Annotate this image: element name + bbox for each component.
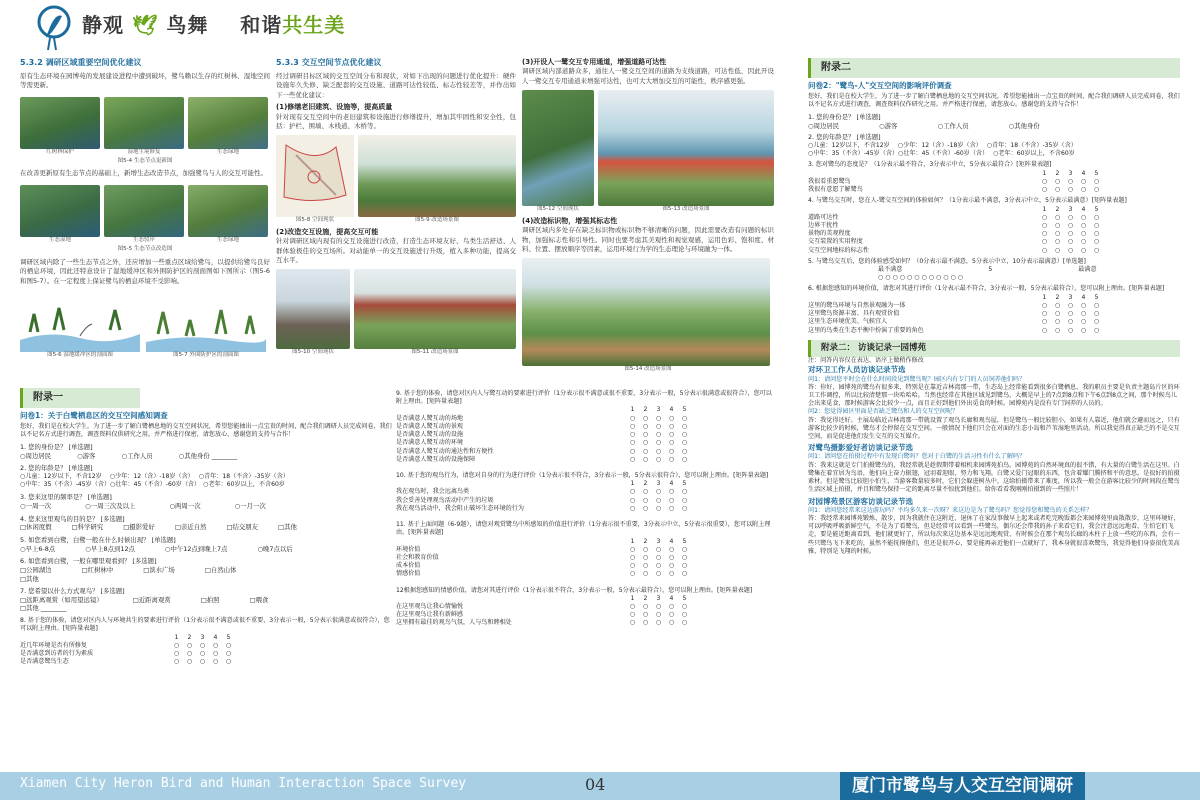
paragraph: 调研区域内部道路众多，通往人一鹭交互空间的道路为支线道路，可达性低，因此开设人一鹭交互专用通道来增强可达性，也可大大增加交互的可能性，秩序感更强。 xyxy=(522,67,774,85)
intro: 您好，我们是在校大学生，为了进一步了解白鹭栖息地的交互空间状况，希望您能抽出一点宝贵的时间，配合我们调研人员完成问卷，我们以不记名方式进行调查，调查资料仅作研究之用。并严格进行保密，请您放心。感谢您的支持与合作！ xyxy=(808,92,1180,108)
matrix-row: 社会和教育价值 ○ ○ ○ ○ ○ xyxy=(396,553,688,561)
scale-label: 5 xyxy=(682,537,687,545)
scale-header xyxy=(808,206,1180,214)
scale-label: 3 xyxy=(1068,293,1073,301)
scale-label: 4 xyxy=(1081,169,1086,177)
scale-label: 1 xyxy=(1042,169,1047,177)
matrix-row-label: 在这里观鸟让我心情愉悦 xyxy=(396,603,464,611)
matrix-row: 是否满意人鹭互动的环境 ○ ○ ○ ○ ○ xyxy=(396,439,688,447)
intro: 您好，我们是在校大学生，为了进一步了解白鹭栖息地的交互空间状况，希望您能抽出一点宝贵的时间，配合我们调研人员完成问卷，我们以不记名方式进行调查，调查资料仅供研究之用，并严格进行保密，请您放心，感谢您的支持与合作！ xyxy=(20,422,392,438)
scale-label: 5 xyxy=(226,633,231,641)
option[interactable]: ○中年：35（不含）-45岁（含）○壮年：45（不含）-60岁（含） ○老年：60岁以上，不含60岁 xyxy=(808,150,1075,158)
scale-header xyxy=(396,595,776,603)
aerial-photo-image xyxy=(522,90,594,206)
section-5-3-2 xyxy=(20,58,270,359)
paragraph: 针对调研区域内现有的交互设施进行改造，打造生态环境友好、鸟类生活舒适、人群体验极佳的交互场所。对动能单一的交互设施进行升级，植入多种功能，提高交互水平。 xyxy=(276,237,516,265)
matrix-row: 是否满意人鹭互动的场地 ○ ○ ○ ○ ○ xyxy=(396,414,688,422)
option[interactable]: ○晚7点以后 xyxy=(257,544,293,553)
scale-header xyxy=(808,294,1180,302)
matrix-row: 是否满意到访者的行为素质 ○ ○ ○ ○ ○ xyxy=(20,649,232,657)
matrix-row-label: 是否满意人鹭互动的景观 xyxy=(396,422,464,430)
question: 10. 基于您的观鸟行为，请您对自身的行为进行评价（1分表示很不符合，3分表示一般，5分表示很符合），您可以附上理由。[矩阵量表题] xyxy=(396,471,769,479)
signage-render-image xyxy=(522,258,770,366)
header-title-a: 静观 xyxy=(82,13,124,37)
section-5-3-3 xyxy=(276,58,516,357)
matrix-row-label: 是否满意人鹭互动的设施保障 xyxy=(396,455,476,463)
matrix-row: 这里拥有最佳的观鸟气氛，人与鸟和睦相处 ○ ○ ○ ○ ○ xyxy=(396,619,688,627)
question: 8. 基于您的体验，请您对区内人与环境共生的要素进行评价（1分表示很不满意或很不重要，3分表示一般，5分表示很满意或很符合），您可以附上理由。[矩阵量表题] xyxy=(20,617,390,633)
option[interactable]: ○工作人员 xyxy=(937,121,969,130)
options xyxy=(20,523,392,532)
subheading: (2)改造交互设施，提高交互可能 xyxy=(276,227,379,236)
matrix-row: 成本价值 ○ ○ ○ ○ ○ xyxy=(396,562,688,570)
option[interactable]: ○周边居民 xyxy=(808,121,840,130)
scale-label: 4 xyxy=(1081,293,1086,301)
paragraph: 调研区域内多处存在缺乏标识物或标识物不够清晰的问题，因此需要改造有问题的标识物，加强标志性和引导性。同时也要考虑其美观性和视觉观感，运用色彩、饱和度、材料、位置、摆放顺序等因素，运用环境行为学的生态理论与环境融为一体。 xyxy=(522,226,774,253)
figure-caption: 图5-14 改造场景图 xyxy=(624,366,672,373)
figure-labels xyxy=(276,217,516,224)
matrix-row: 环境价值 ○ ○ ○ ○ ○ xyxy=(396,545,688,553)
option[interactable]: ○工作人员 xyxy=(121,451,153,460)
question: 11. 基于上面问题（6-9题），请您对观赏鹭鸟中所感知的价值进行评价（1分表示很不重要，3分表示中立，5分表示很重要），您可以附上理由。[矩阵量表题] xyxy=(396,521,771,537)
option[interactable]: ○其他身份 ________ xyxy=(178,451,238,460)
matrix-row: 情感价值 ○ ○ ○ ○ ○ xyxy=(396,570,688,578)
scale-header xyxy=(396,538,776,546)
matrix-row-label: 这里的鸟类在生态平衡中扮演了重要的角色 xyxy=(808,326,924,334)
option[interactable]: □其他 xyxy=(278,523,297,532)
scale-label: 1 xyxy=(1042,293,1047,301)
figure-caption: 图5-8 空间现状 xyxy=(295,217,335,224)
matrix-row: 这里的鸟类在生态平衡中扮演了重要的角色 ○ ○ ○ ○ ○ xyxy=(808,326,1100,334)
figure-caption: 图5-6 湿地缓冲区的剖面图 xyxy=(47,352,113,359)
scale-header xyxy=(808,170,1180,178)
question: 9. 基于您的体验，请您对区内人与鹭互动的要素进行评价（1分表示很不满意或很不重要，3分表示一般，5分表示很满意或很符合），您可以附上理由。[矩阵量表题] xyxy=(396,390,772,406)
matrix-row-label: 这里鹭鸟资源丰富、具有观赏价值 xyxy=(808,310,900,318)
caption: 生态绿地 xyxy=(216,148,239,155)
scale-label: 2 xyxy=(643,406,648,414)
option[interactable]: ○儿童：12岁以下，不含12岁 ○少年：12（含）-18岁（含） ○青年：18（不含）-35岁（含） xyxy=(20,472,289,480)
matrix-row-label: 社会和教育价值 xyxy=(396,553,439,561)
question: 12根据您感知的情感价值，请您对其进行评价（1分表示很不符合，3分表示一般，5分表示最符合），您可以附上理由。[矩阵量表题] xyxy=(396,586,753,594)
figure-row xyxy=(20,185,270,237)
matrix-row: 是否满意人鹭互动的设施保障 ○ ○ ○ ○ ○ xyxy=(396,455,688,463)
option[interactable]: ○早上8点到12点 xyxy=(85,544,135,553)
scale-label: 2 xyxy=(1055,169,1060,177)
scale-label: 1 xyxy=(630,406,635,414)
figure-caption: 图5-13 改造场景图 xyxy=(662,206,710,213)
figure-row xyxy=(522,90,774,206)
option[interactable]: ○游客 xyxy=(879,121,898,130)
matrix-row-label: 我在观鸟活动中，我会阻止破坏生态环境的行为 xyxy=(396,504,524,512)
matrix-row-label: 是否满意人鹭互动的场地 xyxy=(396,414,464,422)
scale-header xyxy=(396,406,776,414)
scale-label: 2 xyxy=(1055,293,1060,301)
scale-label: 5 xyxy=(682,406,687,414)
caption: 生态驳岸 xyxy=(132,236,155,243)
matrix-row-label: 这里生态环境优美、气候宜人 xyxy=(808,318,888,326)
matrix-row-label: 边界干扰性 xyxy=(808,221,839,229)
option[interactable]: □滨水广场 xyxy=(143,565,175,574)
option[interactable]: ○早上6-8点 xyxy=(20,544,56,553)
option[interactable]: □其他 ________ xyxy=(20,604,67,613)
scale-label: 2 xyxy=(187,633,192,641)
option[interactable]: □自然山体 xyxy=(204,565,237,574)
interview-question: 问1：请问您经常来这边游玩吗？平均多久来一次呀？来这边是为了鹭鸟吗？您觉得您和鹭鸟的关系怎样？ xyxy=(808,506,1093,514)
figure-row xyxy=(276,269,516,349)
footer xyxy=(0,772,1200,800)
scale-label: 2 xyxy=(643,537,648,545)
option[interactable]: □公园湖边 xyxy=(20,565,52,574)
options xyxy=(808,122,1180,131)
question: 1. 您的身份是？ [单选题] xyxy=(808,113,881,122)
header-title-d: 共生美 xyxy=(282,13,346,37)
heron-logo-icon xyxy=(32,2,76,52)
appendix-2 xyxy=(808,58,1180,556)
subheading: (1)修缮老旧建筑、设施等，提高质量 xyxy=(276,103,393,112)
question: 2. 您的年龄是？ [单选题] xyxy=(20,464,93,473)
matrix-row: 这里的鹭鸟环境与自然景观融为一体 ○ ○ ○ ○ ○ xyxy=(808,301,1100,309)
matrix-row: 我很看重愿鹭鸟 ○ ○ ○ ○ ○ xyxy=(808,177,1100,185)
figure-caption: 图5-4 生态节点更新图 xyxy=(117,158,173,165)
matrix-row-label: 近几年环境是否有所修复 xyxy=(20,641,88,649)
rating-scale[interactable]: ○ ○ ○ ○ ○ ○ ○ ○ ○ ○ ○ ○ xyxy=(878,274,964,282)
matrix-row-label: 我在观鸟时，我会远离鸟类 xyxy=(396,488,470,496)
option[interactable]: □科学研究 xyxy=(71,523,104,532)
question: 3. 您对鹭鸟的态度是？（1分表示最不符合，3分表示中立，5分表示最符合）[矩阵量表题] xyxy=(808,161,1052,169)
figure-row xyxy=(276,135,516,217)
option[interactable]: ○两周一次 xyxy=(169,502,201,511)
option[interactable]: □红树林中 xyxy=(81,565,114,574)
option[interactable]: ○周边居民 xyxy=(20,451,52,460)
scale-label: 1 xyxy=(174,633,179,641)
options xyxy=(20,452,392,461)
scale-label: 2 xyxy=(643,480,648,488)
scale-label: 4 xyxy=(669,537,674,545)
interview-question: 问2：您觉得园区里面是否缺乏鹭鸟和人的交互空间呢？ xyxy=(808,408,959,416)
footer-english-title: Xiamen City Heron Bird and Human Interaction Space Survey xyxy=(20,776,467,791)
matrix-row: 边界干扰性 ○ ○ ○ ○ ○ xyxy=(808,221,1100,229)
scale-mid-label: 5 xyxy=(988,266,993,274)
matrix-row: 在这里观鸟让我有新鲜感 ○ ○ ○ ○ ○ xyxy=(396,611,688,619)
matrix-row: 在这里观鸟让我心情愉悦 ○ ○ ○ ○ ○ xyxy=(396,603,688,611)
appendix-bar: 附录二 xyxy=(808,58,1180,78)
matrix-row: 我会妥善处理观鸟活动中产生的垃圾 ○ ○ ○ ○ ○ xyxy=(396,496,688,504)
header xyxy=(20,0,580,52)
matrix-row-label: 景物的美观程度 xyxy=(808,230,851,238)
matrix-row-label: 环境价值 xyxy=(396,545,421,553)
questionnaire-title: 问卷2："鹭鸟-人"交互空间的影响评价调查 xyxy=(808,80,952,90)
figure-caption: 图5-5 生态节点改造图 xyxy=(117,246,173,253)
figure-labels xyxy=(276,349,516,356)
interview-question: 问1：请问您平时会在什么时间段见到鹭鸟呢？园区内有专门的人员饲养他们吗？ xyxy=(808,375,1026,383)
eco-node-image xyxy=(188,97,268,149)
option[interactable]: ○一月一次 xyxy=(234,502,266,511)
figure-labels xyxy=(20,352,270,359)
paragraph: 原有生态环境在园博苑的发展建设进程中遭到破坏，鹭鸟赖以生存的红树林、湿地空间等需更新。 xyxy=(20,71,270,90)
paragraph: 针对现有交互空间中的老旧建筑和设施进行修缮提升，增加其牢固性和安全性，包括：护栏、围墙、木栈道、木桥等。 xyxy=(276,112,516,130)
matrix-row: 是否满意人鹭互动的景观 ○ ○ ○ ○ ○ xyxy=(396,422,688,430)
page-number: 04 xyxy=(585,775,606,794)
scale-label: 5 xyxy=(682,594,687,602)
option[interactable]: □拍照 xyxy=(200,595,220,604)
section-5-3-3-cont xyxy=(522,58,774,374)
scale-label: 4 xyxy=(213,633,218,641)
scale-label: 1 xyxy=(630,537,635,545)
matrix-row-label: 道路可达性 xyxy=(808,213,839,221)
scale-label: 4 xyxy=(669,406,674,414)
figure-caption: 图5-7 外围防护区的剖面图 xyxy=(173,352,239,359)
render-scene-image xyxy=(354,269,516,349)
header-title-b: 鸟舞 xyxy=(166,13,209,37)
section-heading: 5.3.2 调研区域重要空间优化建议 xyxy=(20,58,142,67)
interview-answer: 答：我觉得还好。主展岛临近吉林湾那一带就设置了观鸟长廊和观鸟屋，但是鹭鸟一般比较胆小，如果有人靠近，他们就会避而远之，只有游客比较少的时候，鹭鸟才会停留在交互空间。一般情况下他们只会在对面的生态小岛和芦苇湿地里活动。所以我觉得真正缺乏的不是交互空间，而是促进他们发生交互的交互媒介。 xyxy=(808,416,1180,441)
figure-caption: 图5-10 空间现状 xyxy=(292,349,334,356)
question: 4. 您来这里观鸟的目的是？ [多选题] xyxy=(20,514,125,523)
matrix-row: 我在观鸟活动中，我会阻止破坏生态环境的行为 ○ ○ ○ ○ ○ xyxy=(396,504,688,512)
option[interactable]: □其他 xyxy=(20,574,39,583)
tower-photo-image xyxy=(276,269,350,349)
slider-labels xyxy=(808,266,1180,274)
matrix-row: 我在观鸟时，我会远离鸟类 ○ ○ ○ ○ ○ xyxy=(396,488,688,496)
matrix-row: 交互装置的实用程度 ○ ○ ○ ○ ○ xyxy=(808,238,1100,246)
matrix-row-label: 这里的鹭鸟环境与自然景观融为一体 xyxy=(808,301,906,309)
question: 6. 根据您感知的环境价值，请您对其进行评价（1分表示最不符合，3分表示一般，5分表示最符合），您可以附上理由。[矩阵量表题] xyxy=(808,285,1165,293)
matrix-row: 这里鹭鸟资源丰富、具有观赏价值 ○ ○ ○ ○ ○ xyxy=(808,310,1100,318)
interview-title: 对园博苑景区游客访谈记录节选 xyxy=(808,496,913,506)
question: 3. 您来这里的频率是？ [单选题] xyxy=(20,493,112,502)
figure-caption: 图5-9 改造场景图 xyxy=(415,217,459,224)
caption: 红树林保护 xyxy=(46,148,74,155)
figure-caption: 图5-11 改造场景图 xyxy=(411,349,459,356)
matrix-row-label: 是否满意人鹭互动的设施 xyxy=(396,431,464,439)
matrix-row-label: 是否满意鹭鸟生态 xyxy=(20,658,69,666)
scale-label: 3 xyxy=(1068,205,1073,213)
scale-label: 4 xyxy=(669,594,674,602)
eco-node-image xyxy=(20,185,100,237)
scale-header xyxy=(20,634,392,642)
question: 5. 如您看到白鹭，白鹭一般在什么时候出现？ [单选题] xyxy=(20,535,176,544)
boardwalk-render-image xyxy=(598,90,774,206)
scale-label: 3 xyxy=(200,633,205,641)
caption: 湿地生境修复 xyxy=(127,148,161,155)
scale-low-label: 最不满意 xyxy=(878,266,903,274)
eco-node-image xyxy=(20,97,100,149)
matrix-row-label: 我很看重愿鹭鸟 xyxy=(808,177,851,185)
option[interactable]: □近距离观赏 xyxy=(132,595,171,604)
option[interactable]: ○中年：35（不含）-45岁（含）○壮年：45（不含）-60岁（含） ○老年：60岁以上，不含60岁 xyxy=(20,481,285,489)
appendix-1 xyxy=(20,388,392,666)
header-title xyxy=(82,12,345,39)
option[interactable]: □休闲度假 xyxy=(20,523,52,532)
matrix-row-label: 交互装置的实用程度 xyxy=(808,238,863,246)
scale-label: 1 xyxy=(630,594,635,602)
matrix-row: 近几年环境是否有所修复 ○ ○ ○ ○ ○ xyxy=(20,641,232,649)
matrix-row-label: 这里拥有最佳的观鸟气氛，人与鸟和睦相处 xyxy=(396,619,512,627)
subheading: (3)开设人一鹭交互专用通道，增强道路可达性 xyxy=(522,58,667,66)
matrix-row-label: 我会妥善处理观鸟活动中产生的垃圾 xyxy=(396,496,494,504)
footer-chinese-title: 厦门市鹭鸟与人交互空间调研 xyxy=(840,772,1085,800)
scale-label: 5 xyxy=(1094,293,1099,301)
matrix-row: 是否满意人鹭互动的通达性和方便性 ○ ○ ○ ○ ○ xyxy=(396,447,688,455)
paragraph: 调研区域内除了一些生态节点之外，还应增加一些重点区域给鹭鸟，以提供给鹭鸟良好的栖息环境，因此还特意设计了湿地缓冲区和外围防护区的剖面图如下图所示（图5-6和图5-7）。在一定程度上保证鹭鸟的栖息环境不受影响。 xyxy=(20,257,270,285)
caption: 生态绿地 xyxy=(216,236,239,243)
appendix-bar: 附录一 xyxy=(20,388,140,408)
scale-label: 3 xyxy=(656,594,661,602)
matrix-row: 是否满意鹭鸟生态 ○ ○ ○ ○ ○ xyxy=(20,658,232,666)
question: 5. 与鹭鸟交互后，您的体验感受如何？（0分表示最不满意，5分表示中立，10分表示最满意）[单选题] xyxy=(808,257,1086,265)
scale-high-label: 最满意 xyxy=(1078,266,1097,274)
interview-answer: 答：你好，园博苑的鹭鸟有很多来，特别是在靠近吉林湾那一带，生态岛上经常能看到很多白鹭栖息，我的职员主要是负责主题岛片区的环卫工作调控，所以比较清楚那一块哈哈哈。当然也经常在其他区域见到鹭鸟，大概是早上的7点到8点和下午6点到8点之间，那个时候鸟儿会出来觅食，那时候游客会比较少一点，而且正好到他们外出觅食的时候。园博苑内是没有专门饲养的人员的。 xyxy=(808,383,1180,408)
matrix-row: 景物的美观程度 ○ ○ ○ ○ ○ xyxy=(808,230,1100,238)
interview-title: 对鹭鸟摄影爱好者访谈记录节选 xyxy=(808,443,913,453)
section-drawing-image xyxy=(146,290,266,352)
option[interactable]: ○其他身份 xyxy=(1008,121,1040,130)
matrix-row: 交互空间地标的标志性 ○ ○ ○ ○ ○ xyxy=(808,246,1100,254)
figure-labels xyxy=(20,149,270,156)
matrix-row: 是否满意人鹭互动的设施 ○ ○ ○ ○ ○ xyxy=(396,431,688,439)
figure-labels xyxy=(522,206,774,213)
matrix-row-label: 情感价值 xyxy=(396,570,421,578)
scale-label: 3 xyxy=(656,406,661,414)
note: 注：问答内容仅在表达、语序上做稍作修改 xyxy=(808,357,924,365)
option[interactable]: ○游客 xyxy=(77,451,96,460)
render-scene-image xyxy=(358,135,516,217)
paragraph: 经过调研目标区域的交互空间分布和现状，对如下出现的问题进行优化提升：硬件设施年久失修、缺乏配套的交互设施、道路可达性较低、标志性较差等，并作出如下一些优化建议： xyxy=(276,71,516,99)
matrix-row: 我很有意愿了解鹭鸟 ○ ○ ○ ○ ○ xyxy=(808,186,1100,194)
option[interactable]: ○中午12点到晚上7点 xyxy=(164,544,228,553)
matrix-row-label: 我很有意愿了解鹭鸟 xyxy=(808,186,863,194)
option[interactable]: □摄影爱好 xyxy=(123,523,155,532)
option[interactable]: □亲近自然 xyxy=(174,523,207,532)
header-bird-icon: 🕊 xyxy=(131,13,159,37)
scale-label: 2 xyxy=(643,594,648,602)
matrix-row-label: 是否满意到访者的行为素质 xyxy=(20,649,94,657)
scale-label: 3 xyxy=(1068,169,1073,177)
matrix-row-label: 交互空间地标的标志性 xyxy=(808,246,869,254)
interview-answer: 答：我经常来园博苑锻炼、散步，因为我就住在这附近，退休了在家没事做早上起来或者吃完晚饭都会来园博苑里面散散步，这里环境好，可以呼吸呼吸新鲜空气，不是为了看鹭鸟，但是经常可以看到一些鹭鸟，偶尔还会带我的孙子来看它们，我会注意远远地看，生怕它们飞走，要是能近距离看到，他们就更好了，所以每次来这边基本是远远地观赏，有时候会在那个观鸟长廊的木柱子上放一些吃的东西，会有一些只鹭鸟飞下来吃的，虽然不能抚摸他们，但还是很开心，要是能再亲近他们一点就好了，我本身就很喜欢鹭鸟，我觉得他们身姿很优美高雅，特别是飞翔的时候。 xyxy=(808,514,1180,555)
scale-label: 3 xyxy=(656,480,661,488)
scale-label: 5 xyxy=(1094,169,1099,177)
matrix-row-label: 成本价值 xyxy=(396,562,421,570)
figure-labels xyxy=(20,237,270,244)
section-drawings xyxy=(20,290,270,352)
question: 4. 与鹭鸟交互时，您在人-鹭交互空间的体验如何？（1分表示最不满意，3分表示中立，5分表示最满意）[矩阵量表题] xyxy=(808,197,1127,205)
site-map-image xyxy=(276,135,354,217)
section-drawing-image xyxy=(20,290,140,352)
interview-answer: 答：我来这就是专门拍摄鹭鸟的，我经常就是趁假期带着相机来园博苑拍鸟。园博苑的自然环境真的很不错，有大量的白鹭生活在这里。白鹭集在着宜居为鸟语，他们向上奋力振翅，冠羽着迎眼，努力和飞翔。白鹭又爱门冠眼的东西，包含着耀门腾挤和平的意思。是很好的拍摄素材。但是鹭鸟比较胆小怕生，当游客数量较多时，它们会躲进树丛中，这给拍摄带来了难度，所以我一般会在游客比较少的时间段在鹭鸟生活区域上拍摄，并且和鹭鸟保持一定的距离尽量不惊扰到他们。给你看看我刚刚拍摄到的一些照片！ xyxy=(808,461,1180,494)
question: 2. 您的年龄是？ [单选题] xyxy=(808,133,881,142)
options xyxy=(20,596,392,605)
subheading: (4)改造标识物，增强其标志性 xyxy=(522,216,618,225)
questionnaire-title: 问卷1：关于白鹭栖息区的交互空间感知调查 xyxy=(20,410,168,420)
section-heading: 5.3.3 交互空间节点优化建议 xyxy=(276,58,382,67)
matrix-row: 这里生态环境优美、气候宜人 ○ ○ ○ ○ ○ xyxy=(808,318,1100,326)
options xyxy=(20,566,392,575)
option[interactable]: □远距离观赏（如用望远镜） xyxy=(20,595,103,604)
scale-label: 3 xyxy=(656,537,661,545)
paragraph: 在改善更新原有生态节点的基础上，新增生态改造节点，加强鹭鸟与人的交互可能性。 xyxy=(20,169,267,178)
question: 7. 您希望以什么方式观鸟？ [多选题] xyxy=(20,587,125,596)
caption: 生态湿地 xyxy=(48,236,71,243)
question: 1. 您的身份是？ [单选题] xyxy=(20,443,93,452)
header-title-c: 和谐 xyxy=(240,13,283,37)
matrix-row-label: 在这里观鸟让我有新鲜感 xyxy=(396,611,464,619)
scale-label: 4 xyxy=(1081,205,1086,213)
scale-label: 4 xyxy=(669,480,674,488)
scale-label: 2 xyxy=(1055,205,1060,213)
appendix-1-cont xyxy=(396,390,776,628)
interview-question: 问1：请问您在拍摄过程中有发现白鹭吗？您对于白鹭的生活习性有什么了解吗？ xyxy=(808,453,1026,461)
option[interactable]: ○一周一次 xyxy=(20,502,52,511)
matrix-row-label: 是否满意人鹭互动的通达性和方便性 xyxy=(396,447,494,455)
scale-label: 5 xyxy=(1094,205,1099,213)
options xyxy=(20,545,392,554)
scale-label: 5 xyxy=(682,480,687,488)
options xyxy=(20,502,392,511)
figure-caption: 图5-12 空间现状 xyxy=(537,206,579,213)
matrix-row-label: 是否满意人鹭互动的环境 xyxy=(396,439,464,447)
question: 6. 如您看到白鹭，一般在哪里观看到？ [多选题] xyxy=(20,557,157,566)
scale-label: 1 xyxy=(630,480,635,488)
option[interactable]: □结交朋友 xyxy=(226,523,259,532)
eco-node-image xyxy=(104,185,184,237)
scale-label: 1 xyxy=(1042,205,1047,213)
interview-title: 对环卫工作人员访谈记录节选 xyxy=(808,365,906,375)
appendix-bar: 附录二： 访谈记录一园博苑 xyxy=(808,340,1180,357)
figure-row xyxy=(20,97,270,149)
option[interactable]: ○儿童：12岁以下，不含12岁 ○少年：12（含）-18岁（含） ○青年：18（不含）-35岁（含） xyxy=(808,141,1077,149)
eco-node-image xyxy=(188,185,268,237)
eco-node-image xyxy=(104,97,184,149)
matrix-row: 道路可达性 ○ ○ ○ ○ ○ xyxy=(808,213,1100,221)
option[interactable]: □喂食 xyxy=(249,595,269,604)
option[interactable]: ○一周三次及以上 xyxy=(85,502,136,511)
